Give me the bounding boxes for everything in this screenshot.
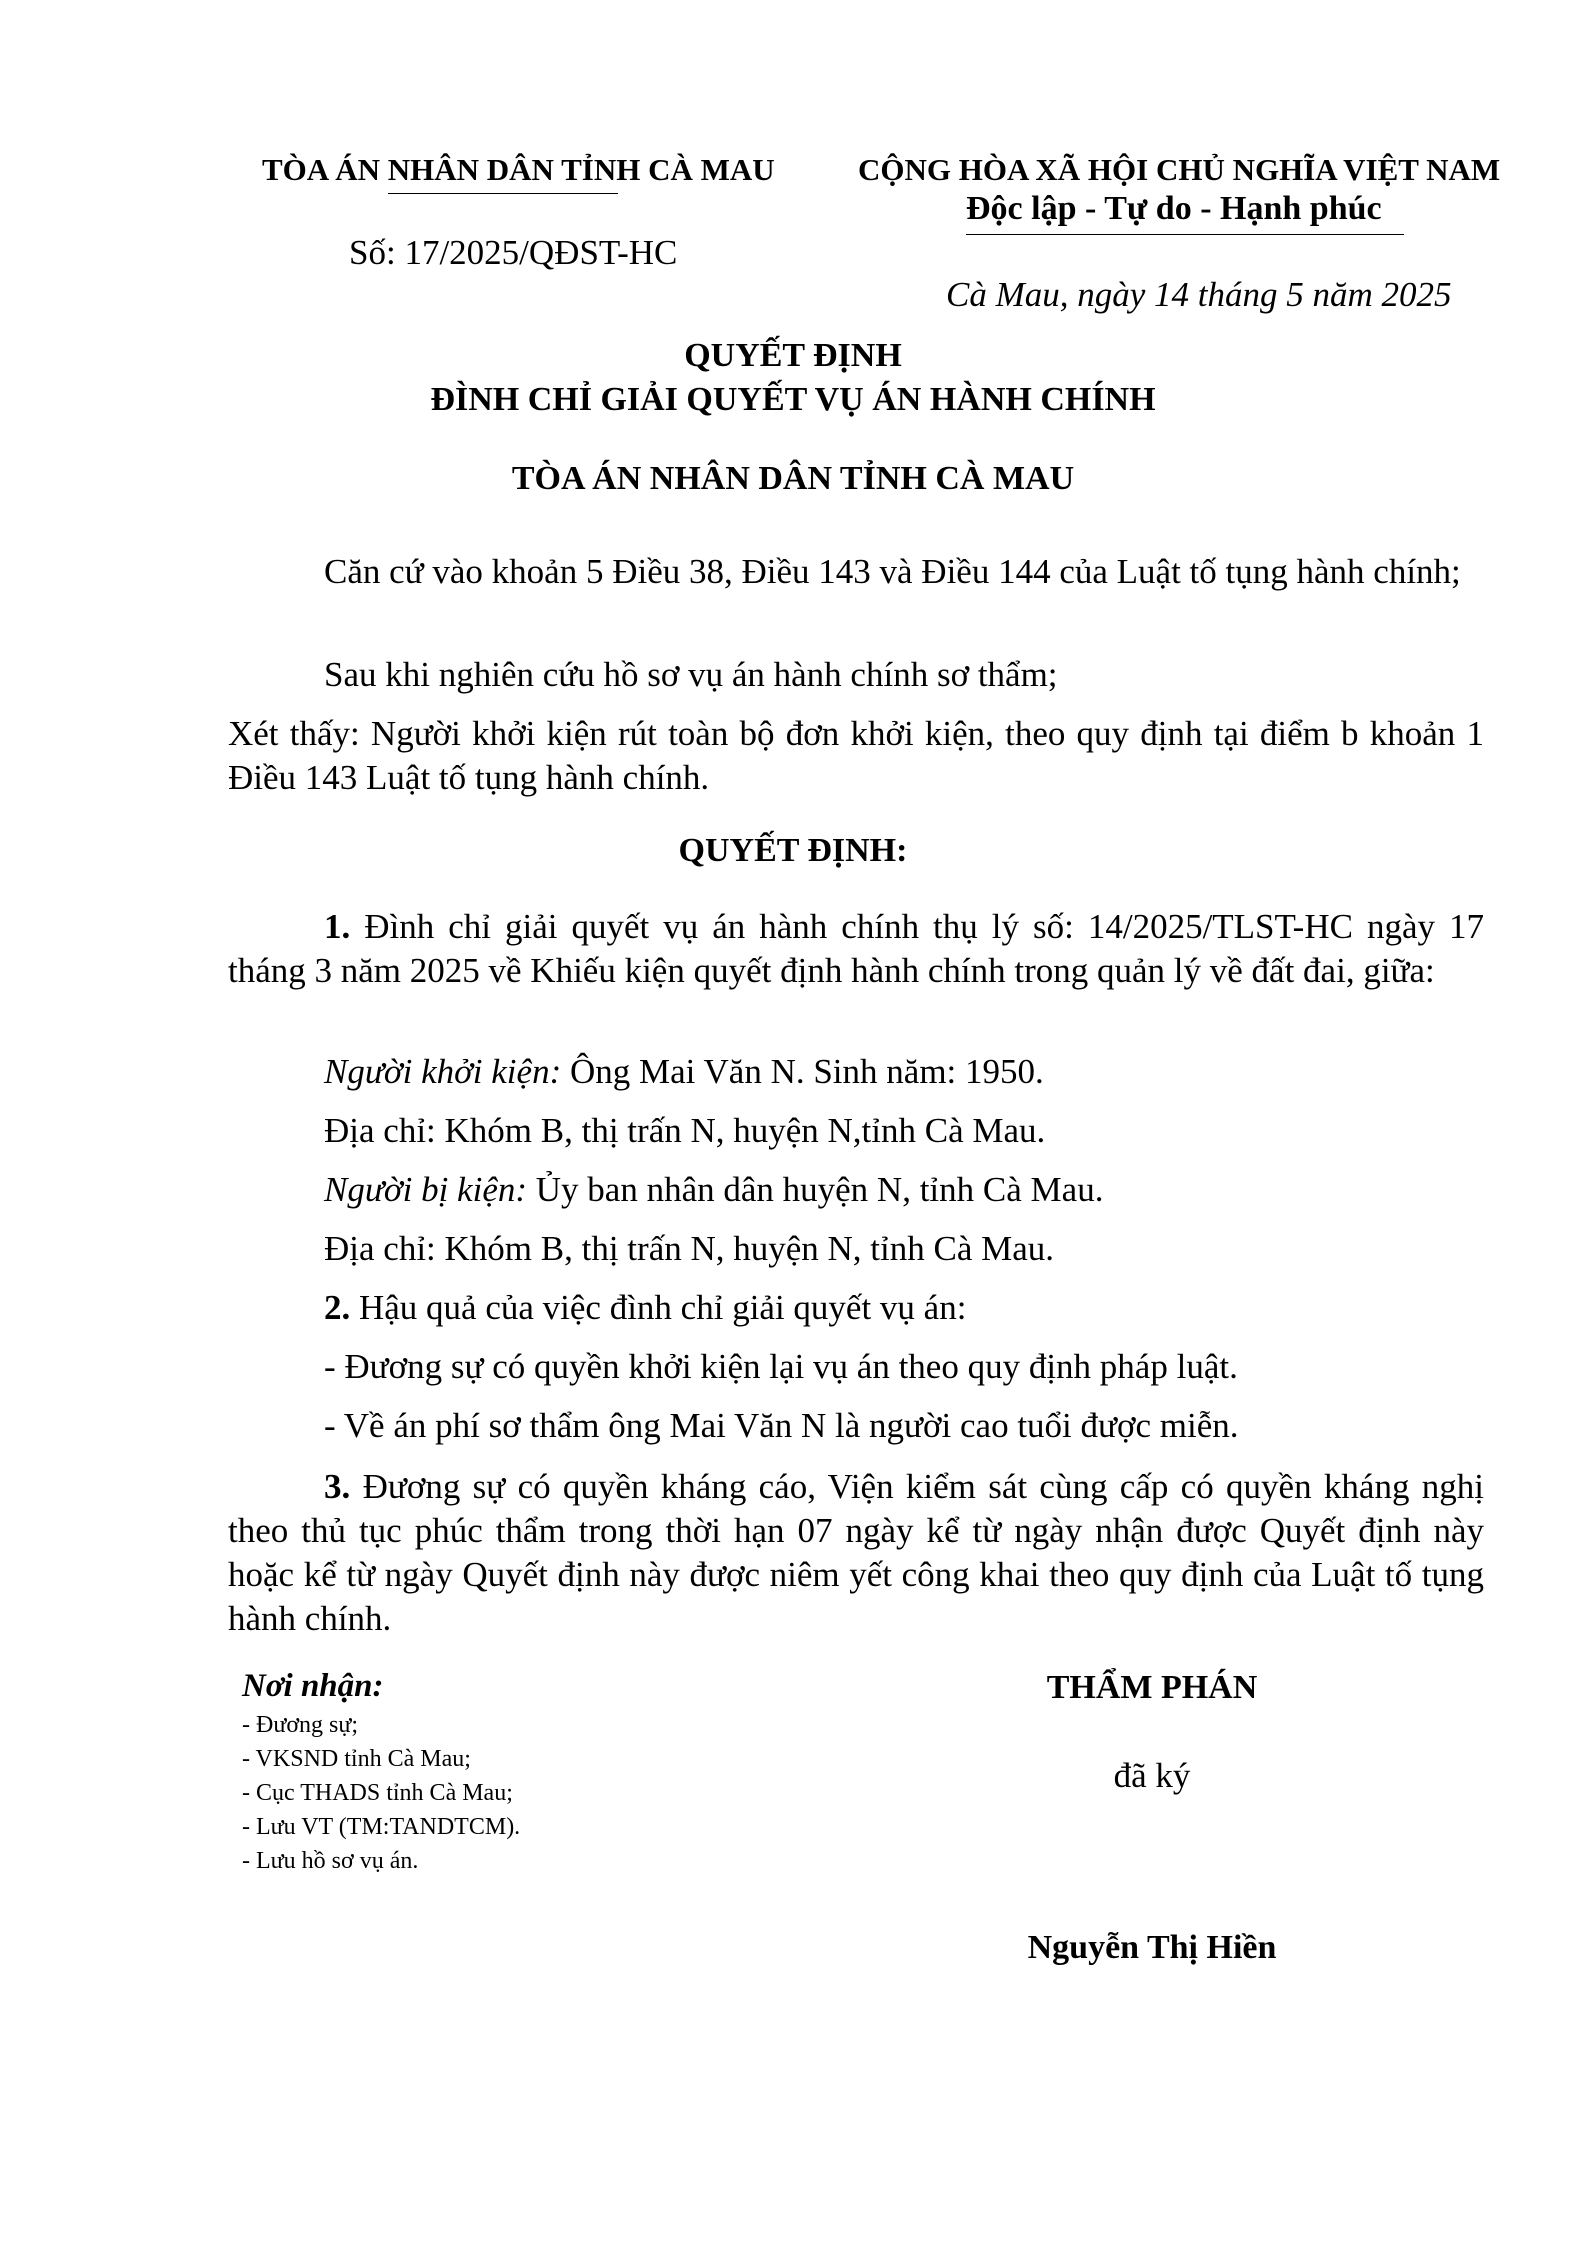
item-3-text: Đương sự có quyền kháng cáo, Viện kiểm sát cùng cấp có quyền kháng nghị theo thủ tục phúc thẩm trong thời hạn 07 ngày kể từ ngày nhận được Quyết định này hoặc kể từ ngày Quyết định này được niêm yết công khai theo quy định của Luật tố tụng hành chính.: [228, 1467, 1484, 1638]
decision-subtitle: ĐÌNH CHỈ GIẢI QUYẾT VỤ ÁN HÀNH CHÍNH: [430, 381, 1156, 418]
plaintiff-value: Ông Mai Văn N. Sinh năm: 1950.: [569, 1052, 1044, 1091]
defendant-address: Địa chỉ: Khóm B, thị trấn N, huyện N, tỉnh Cà Mau.: [324, 1229, 1055, 1268]
national-motto: Độc lập - Tự do - Hạnh phúc: [966, 190, 1382, 227]
item-2-bullet-1: - Đương sự có quyền khởi kiện lại vụ án theo quy định pháp luật.: [324, 1347, 1238, 1386]
date-place: Cà Mau, ngày 14 tháng 5 năm 2025: [946, 275, 1452, 314]
item-1-number: 1.: [324, 907, 351, 946]
recipient-item: - Lưu hồ sơ vụ án.: [242, 1848, 419, 1874]
decision-heading: QUYẾT ĐỊNH:: [678, 832, 908, 869]
motto-underline: [966, 234, 1404, 235]
issuing-court: TÒA ÁN NHÂN DÂN TỈNH CÀ MAU: [511, 460, 1075, 497]
defendant-label: Người bị kiện:: [324, 1170, 528, 1209]
recipient-item: - Lưu VT (TM:TANDTCM).: [242, 1814, 521, 1840]
recipient-item: - VKSND tỉnh Cà Mau;: [242, 1746, 471, 1772]
finding-paragraph: Xét thấy: Người khởi kiện rút toàn bộ đơn khởi kiện, theo quy định tại điểm b khoản 1 Điều 143 Luật tố tụng hành chính.: [228, 714, 1484, 797]
court-underline: [388, 193, 618, 194]
decision-item-1: [228, 905, 1484, 993]
item-2-bullet-2: - Về án phí sơ thẩm ông Mai Văn N là người cao tuổi được miễn.: [324, 1406, 1239, 1445]
defendant-line: [324, 1170, 1103, 1210]
item-2-number: 2.: [324, 1288, 351, 1327]
court-name: TÒA ÁN NHÂN DÂN TỈNH CÀ MAU: [262, 152, 775, 187]
signer-role: THẨM PHÁN: [1046, 1669, 1258, 1706]
document-number: Số: 17/2025/QĐST-HC: [349, 233, 678, 272]
signed-note: đã ký: [1113, 1756, 1191, 1795]
review-paragraph: Sau khi nghiên cứu hồ sơ vụ án hành chính sơ thẩm;: [324, 655, 1058, 694]
decision-title: QUYẾT ĐỊNH: [684, 337, 902, 374]
item-1-text: Đình chỉ giải quyết vụ án hành chính thụ lý số: 14/2025/TLST-HC ngày 17 tháng 3 năm 2025 về Khiếu kiện quyết định hành chính trong quản lý về đất đai, giữa:: [228, 907, 1484, 990]
item-3-number: 3.: [324, 1467, 351, 1506]
decision-item-3: [228, 1465, 1484, 1641]
plaintiff-label: Người khởi kiện:: [324, 1052, 562, 1091]
decision-item-2: [324, 1288, 966, 1328]
nation-name: CỘNG HÒA XÃ HỘI CHỦ NGHĨA VIỆT NAM: [858, 152, 1501, 187]
recipient-item: - Đương sự;: [242, 1712, 359, 1738]
item-2-text: Hậu quả của việc đình chỉ giải quyết vụ án:: [359, 1288, 967, 1327]
recipient-item: - Cục THADS tỉnh Cà Mau;: [242, 1780, 513, 1806]
legal-basis-paragraph: Căn cứ vào khoản 5 Điều 38, Điều 143 và Điều 144 của Luật tố tụng hành chính;: [324, 552, 1461, 591]
plaintiff-address: Địa chỉ: Khóm B, thị trấn N, huyện N,tỉnh Cà Mau.: [324, 1111, 1046, 1150]
recipients-title: Nơi nhận:: [242, 1668, 384, 1704]
defendant-value: Ủy ban nhân dân huyện N, tỉnh Cà Mau.: [535, 1170, 1104, 1209]
plaintiff-line: [324, 1052, 1044, 1092]
signer-name: Nguyễn Thị Hiền: [1027, 1929, 1277, 1966]
